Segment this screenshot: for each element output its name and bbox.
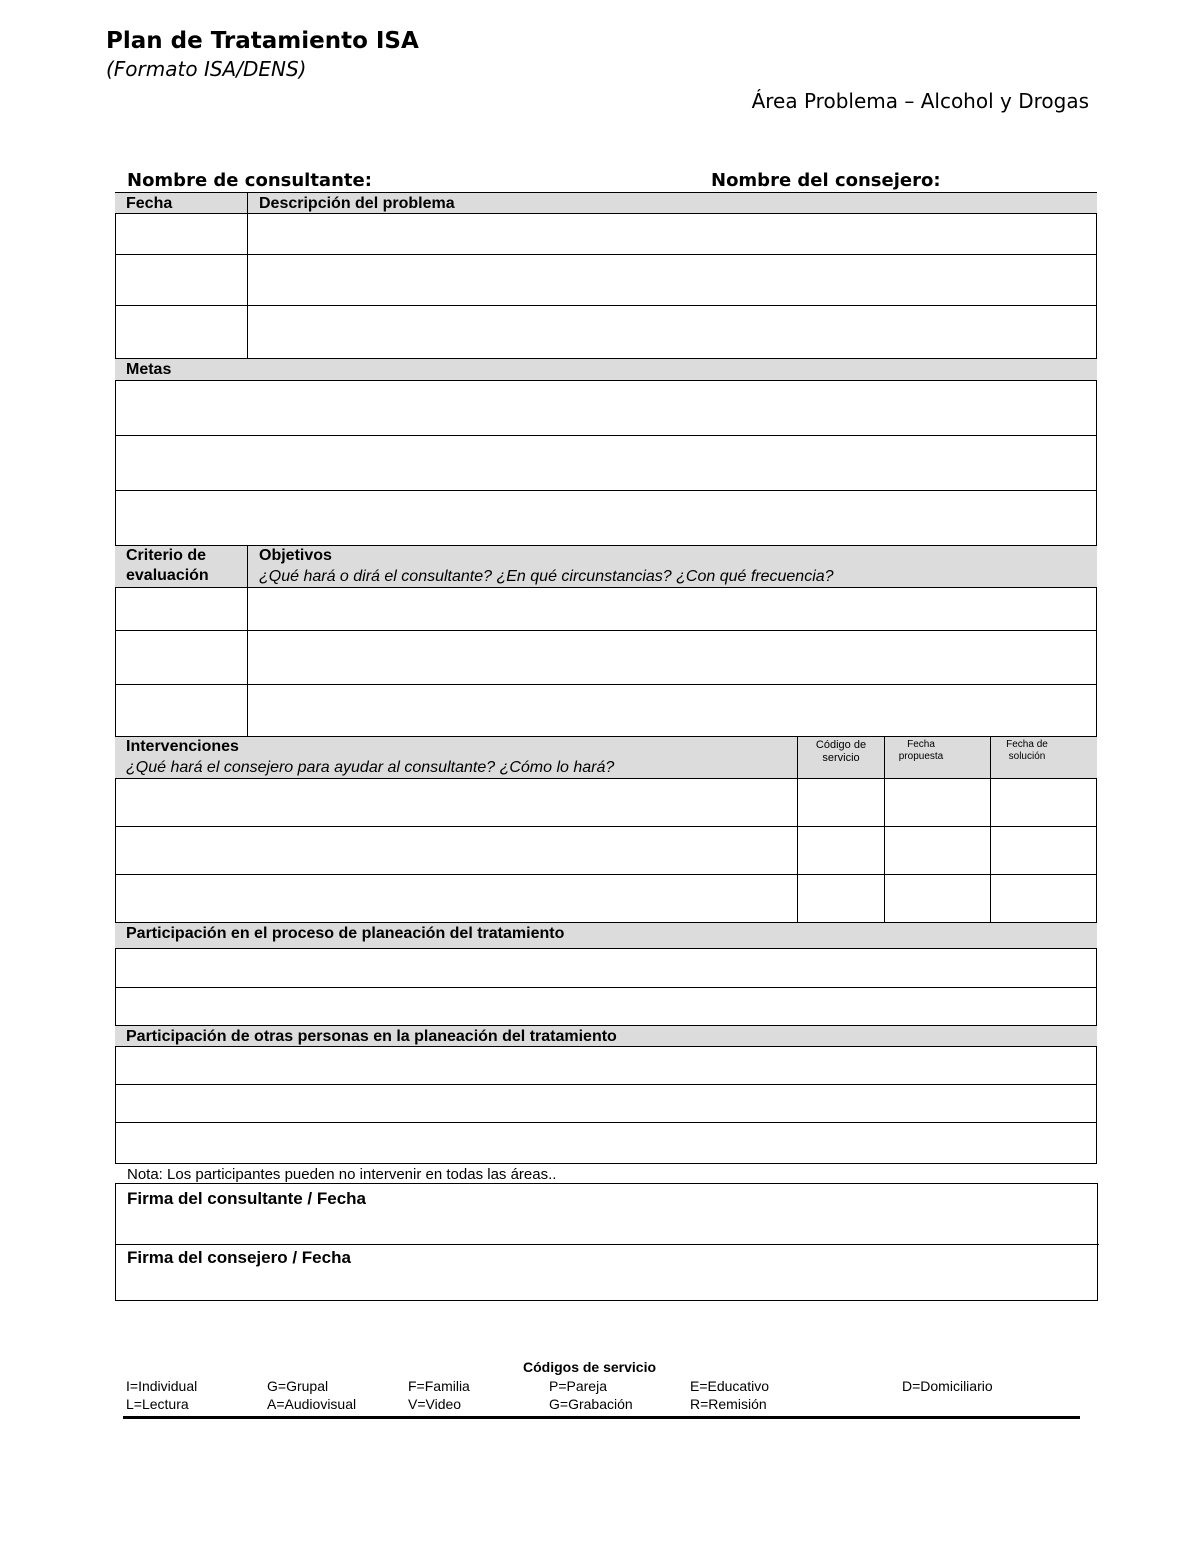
interventions-header: Intervenciones bbox=[126, 738, 239, 755]
others-participation-header: Participación de otras personas en la planeación del tratamiento bbox=[126, 1028, 617, 1045]
legend-item: I=Individual bbox=[126, 1378, 198, 1394]
service-codes-title: Códigos de servicio bbox=[523, 1359, 657, 1375]
problem-description-header: Descripción del problema bbox=[259, 195, 455, 212]
signature-divider bbox=[116, 1244, 1099, 1245]
resolution-date-header: Fecha de solución bbox=[1006, 739, 1048, 762]
client-participation-header: Participación en el proceso de planeación del tratamiento bbox=[126, 925, 565, 942]
objectives-row-line bbox=[115, 684, 1097, 685]
interventions-column-divider bbox=[990, 736, 991, 923]
problem-row-line bbox=[115, 254, 1097, 255]
problem-row-line bbox=[115, 305, 1097, 306]
problem-area-title: Área Problema – Alcohol y Drogas bbox=[751, 89, 1089, 113]
client-name-label: Nombre de consultante: bbox=[127, 170, 372, 191]
goals-row-line bbox=[115, 435, 1097, 436]
goals-row-line bbox=[115, 490, 1097, 491]
signature-box bbox=[115, 1183, 1098, 1301]
service-code-header: Código de servicio bbox=[815, 739, 867, 764]
date-column-header: Fecha bbox=[126, 195, 173, 212]
participants-note: Nota: Los participantes pueden no intervenir en todas las áreas.. bbox=[127, 1166, 557, 1183]
form-bottom-border bbox=[115, 1163, 1097, 1164]
page-title: Plan de Tratamiento ISA bbox=[106, 28, 419, 54]
goals-header-row bbox=[115, 358, 1097, 381]
problem-column-divider bbox=[247, 192, 248, 359]
counselor-name-label: Nombre del consejero: bbox=[711, 170, 941, 191]
legend-item: E=Educativo bbox=[690, 1378, 769, 1394]
legend-item: G=Grupal bbox=[267, 1378, 329, 1394]
participation-row-line bbox=[115, 1122, 1097, 1123]
interventions-row-line bbox=[115, 874, 1097, 875]
legend-item: F=Familia bbox=[408, 1378, 470, 1394]
objectives-header: Objetivos bbox=[259, 547, 332, 564]
legend-item: L=Lectura bbox=[126, 1396, 189, 1412]
objectives-row-line bbox=[115, 630, 1097, 631]
participation-row-line bbox=[115, 987, 1097, 988]
legend-item: A=Audiovisual bbox=[267, 1396, 357, 1412]
legend-bottom-rule bbox=[123, 1416, 1080, 1419]
client-signature-label: Firma del consultante / Fecha bbox=[127, 1189, 367, 1208]
form-left-border bbox=[115, 192, 116, 1164]
proposed-date-header: Fecha propuesta bbox=[898, 739, 944, 762]
page-subtitle: (Formato ISA/DENS) bbox=[106, 57, 307, 81]
interventions-column-divider bbox=[884, 736, 885, 923]
objectives-questions: ¿Qué hará o dirá el consultante? ¿En qué circunstancias? ¿Con qué frecuencia? bbox=[259, 568, 834, 585]
criteria-header-line1: Criterio de bbox=[126, 547, 207, 564]
legend-item: P=Pareja bbox=[549, 1378, 607, 1394]
form-right-border bbox=[1096, 192, 1097, 1164]
criteria-header-line2: evaluación bbox=[126, 567, 209, 584]
legend-item: D=Domiciliario bbox=[902, 1378, 993, 1394]
interventions-questions: ¿Qué hará el consejero para ayudar al consultante? ¿Cómo lo hará? bbox=[126, 759, 615, 776]
goals-header: Metas bbox=[126, 361, 172, 378]
legend-item: G=Grabación bbox=[549, 1396, 633, 1412]
legend-item: V=Video bbox=[408, 1396, 462, 1412]
participation-row-line bbox=[115, 1084, 1097, 1085]
objectives-column-divider bbox=[247, 545, 248, 737]
legend-item: R=Remisión bbox=[690, 1396, 767, 1412]
counselor-signature-label: Firma del consejero / Fecha bbox=[127, 1248, 351, 1267]
interventions-row-line bbox=[115, 826, 1097, 827]
